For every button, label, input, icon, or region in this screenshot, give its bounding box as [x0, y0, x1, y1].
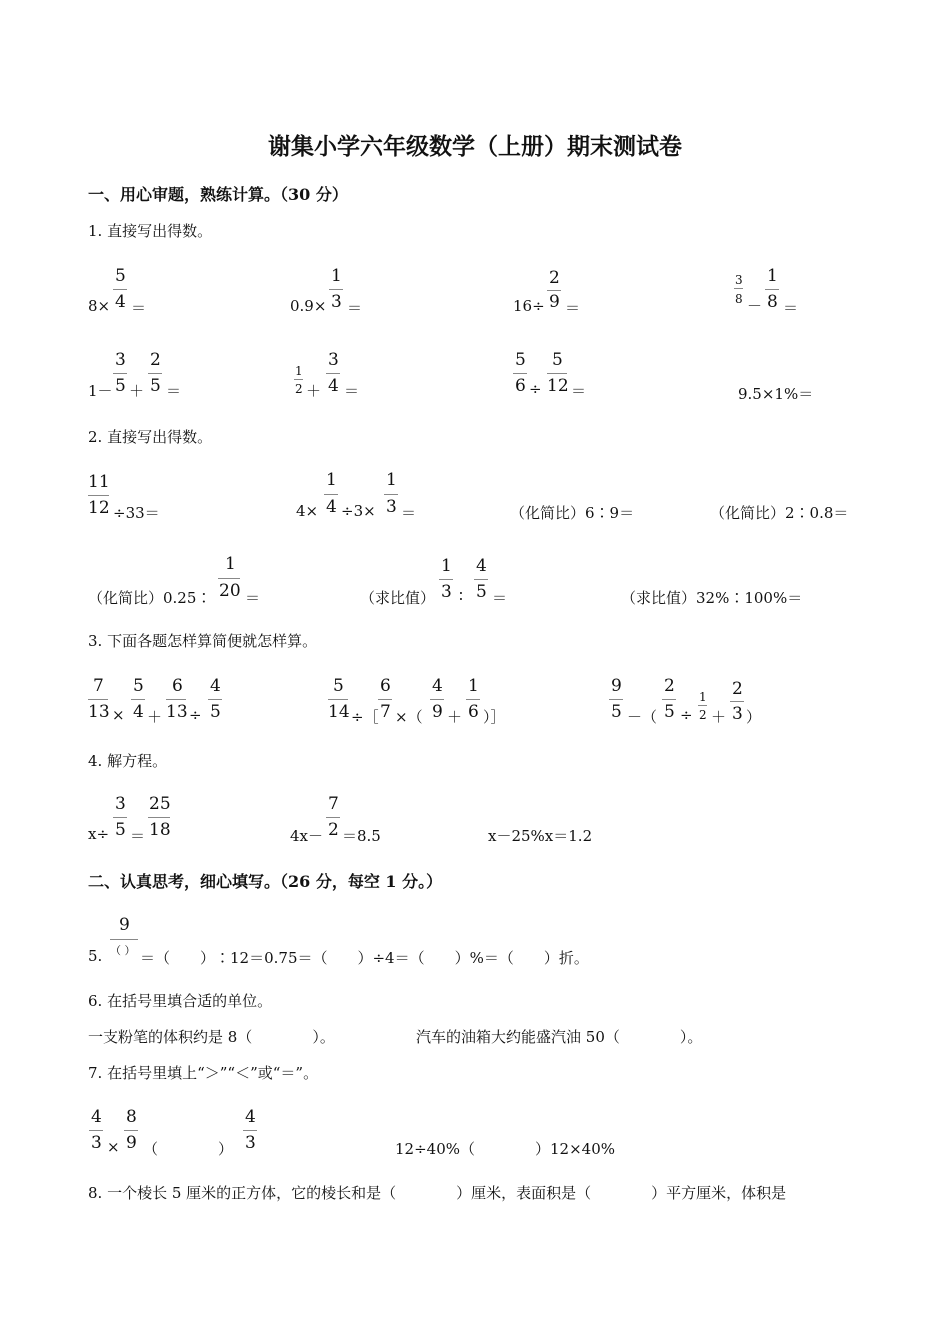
operator: －: [747, 297, 763, 315]
numerator: 4: [245, 1107, 256, 1127]
numerator: 6: [380, 676, 391, 696]
denominator: 12: [88, 498, 110, 518]
denominator: 14: [328, 702, 350, 722]
question-6-item-a: 一支粉笔的体积约是 8（ ）。: [88, 1028, 335, 1046]
denominator: 3: [91, 1133, 102, 1153]
expr-text: ＝: [347, 299, 363, 317]
denominator: 2: [699, 708, 707, 722]
fraction-bar: [88, 699, 108, 700]
denominator: 7: [380, 702, 391, 722]
denominator: 3: [386, 497, 397, 517]
fraction-bar: [329, 289, 343, 290]
denominator: 5: [476, 582, 487, 602]
expr-text: ÷3×: [341, 502, 376, 520]
fraction-bar: [113, 817, 127, 818]
expr-text: ）］: [483, 708, 506, 726]
expr-text: ＝（ ）∶12＝0.75＝（ ）÷4＝（ ）%＝（ ）折。: [140, 949, 589, 967]
denominator: 4: [133, 702, 144, 722]
numerator: 3: [115, 350, 126, 370]
denominator: 20: [219, 581, 241, 601]
denominator: 4: [328, 376, 339, 396]
expr-text: （化简比）6∶9＝: [510, 504, 635, 522]
expr-text: ＝: [492, 589, 508, 607]
numerator: 11: [88, 472, 110, 492]
numerator: 2: [732, 679, 743, 699]
denominator: 6: [468, 702, 479, 722]
expr-text: （化简比）0.25∶: [88, 589, 212, 607]
numerator: 1: [441, 556, 452, 576]
page-title: 谢集小学六年级数学（上册）期末测试卷: [268, 133, 682, 160]
expr-text: 4x－: [290, 827, 324, 845]
numerator: 1: [767, 266, 778, 286]
fraction-bar: [218, 578, 240, 579]
fraction-bar: [609, 699, 623, 700]
operator: ∶: [459, 587, 463, 605]
denominator: 3: [441, 582, 452, 602]
numerator: 2: [549, 268, 560, 288]
question-8: 8. 一个棱长 5 厘米的正方体，它的棱长和是（ ）厘米，表面积是（ ）平方厘米，体积是: [88, 1184, 787, 1202]
fraction-bar: [110, 939, 138, 940]
operator: ×: [107, 1138, 120, 1156]
section-2-heading: 二、认真思考，细心填写。（26 分，每空 1 分。）: [88, 872, 443, 891]
expr-text: ＝: [401, 504, 417, 522]
fraction-bar: [765, 289, 779, 290]
operator: ＋: [306, 382, 322, 400]
fraction-bar: [131, 699, 145, 700]
fraction-bar: [328, 699, 348, 700]
numerator: 1: [295, 364, 303, 378]
operator: ÷: [189, 706, 202, 724]
numerator: 4: [210, 676, 221, 696]
fraction-bar: [378, 699, 392, 700]
expr-text: （求比值）: [360, 589, 436, 607]
fraction-bar: [430, 699, 444, 700]
fraction-bar: [698, 705, 707, 706]
numerator: 9: [119, 915, 130, 935]
operator: ＋: [447, 708, 463, 726]
operator: ＋: [147, 708, 163, 726]
expr-text: ＝8.5: [342, 827, 381, 845]
operator: ÷［: [351, 708, 379, 726]
numerator: 9: [611, 676, 622, 696]
q4-equation-c: x－25%x＝1.2: [488, 827, 593, 845]
fraction-bar: [208, 699, 222, 700]
fraction-bar: [513, 373, 527, 374]
expr-text: （化简比）2∶0.8＝: [710, 504, 849, 522]
operator: －（: [627, 708, 658, 726]
expr-text: 1－: [88, 382, 113, 400]
denominator: 5: [150, 376, 161, 396]
expr-text: x÷: [88, 825, 110, 843]
blank: （ ）: [143, 1140, 234, 1158]
fraction-bar: [113, 289, 127, 290]
fraction-bar: [124, 1130, 138, 1131]
denominator: 3: [331, 292, 342, 312]
fraction-bar: [466, 699, 480, 700]
question-2-label: 2. 直接写出得数。: [88, 428, 213, 446]
expr-text: ＝: [565, 299, 581, 317]
numerator: 1: [468, 676, 479, 696]
fraction-bar: [326, 373, 340, 374]
question-4-label: 4. 解方程。: [88, 752, 168, 770]
fraction-bar: [439, 579, 453, 580]
expr-text: ＝: [344, 382, 360, 400]
numerator: 25: [149, 794, 171, 814]
fraction-bar: [88, 495, 109, 496]
expr-text: ）: [746, 708, 762, 726]
denominator: 3: [245, 1133, 256, 1153]
operator: ×: [112, 706, 125, 724]
q7-compare-b: 12÷40%（ ）12×40%: [395, 1140, 615, 1158]
operator: ＋: [129, 382, 145, 400]
fraction-bar: [89, 1130, 103, 1131]
operator: ＋: [711, 708, 727, 726]
numerator: 1: [326, 470, 337, 490]
numerator: 4: [476, 556, 487, 576]
question-6-label: 6. 在括号里填合适的单位。: [88, 992, 273, 1010]
fraction-bar: [384, 494, 398, 495]
numerator: 5: [333, 676, 344, 696]
numerator: 2: [150, 350, 161, 370]
numerator: 3: [115, 794, 126, 814]
numerator: 3: [328, 350, 339, 370]
denominator: 8: [767, 292, 778, 312]
section-1-heading: 一、用心审题，熟练计算。（30 分）: [88, 185, 348, 204]
expr-text: ＝: [571, 382, 587, 400]
question-6-item-b: 汽车的油箱大约能盛汽油 50（ ）。: [416, 1028, 703, 1046]
denominator: 3: [732, 704, 743, 724]
expr-text: （求比值）32%∶100%＝: [621, 589, 803, 607]
denominator: 8: [735, 292, 743, 306]
denominator: 4: [326, 497, 337, 517]
expr-text: ＝: [131, 299, 147, 317]
numerator: 1: [225, 554, 236, 574]
fraction-bar: [148, 817, 170, 818]
numerator: 5: [115, 266, 126, 286]
denominator: 2: [328, 820, 339, 840]
fraction-bar: [730, 701, 744, 702]
fraction-bar: [294, 379, 303, 380]
question-number: 5.: [88, 947, 103, 965]
expr-text: 0.9×: [290, 297, 327, 315]
question-7-label: 7. 在括号里填上“＞”“＜”或“＝”。: [88, 1064, 319, 1082]
expr-text: 4×: [296, 502, 319, 520]
fraction-bar: [662, 699, 676, 700]
denominator: 5: [115, 820, 126, 840]
denominator: 5: [115, 376, 126, 396]
operator: ＝: [130, 827, 146, 845]
fraction-bar: [166, 699, 186, 700]
denominator-blank: （ ）: [110, 944, 136, 957]
numerator: 1: [331, 266, 342, 286]
numerator: 1: [386, 470, 397, 490]
expr-text: 16÷: [513, 297, 545, 315]
numerator: 1: [699, 690, 707, 704]
fraction-bar: [734, 288, 743, 289]
denominator: 13: [166, 702, 188, 722]
expr-text: ＝: [245, 589, 261, 607]
fraction-bar: [148, 373, 162, 374]
question-3-label: 3. 下面各题怎样算简便就怎样算。: [88, 632, 318, 650]
question-1-label: 1. 直接写出得数。: [88, 222, 213, 240]
expr-text: 9.5×1%＝: [738, 385, 814, 403]
denominator: 9: [432, 702, 443, 722]
denominator: 5: [611, 702, 622, 722]
numerator: 7: [93, 676, 104, 696]
numerator: 8: [126, 1107, 137, 1127]
denominator: 5: [210, 702, 221, 722]
denominator: 18: [149, 820, 171, 840]
fraction-bar: [113, 373, 127, 374]
expr-text: ＝: [166, 382, 182, 400]
denominator: 6: [515, 376, 526, 396]
denominator: 9: [549, 292, 560, 312]
operator: ÷: [680, 706, 693, 724]
expr-text: ＝: [783, 299, 799, 317]
fraction-bar: [326, 817, 340, 818]
operator: ÷: [529, 380, 542, 398]
numerator: 4: [432, 676, 443, 696]
operator: ×（: [395, 708, 423, 726]
numerator: 6: [172, 676, 183, 696]
denominator: 12: [547, 376, 569, 396]
denominator: 5: [664, 702, 675, 722]
denominator: 9: [126, 1133, 137, 1153]
fraction-bar: [243, 1130, 257, 1131]
numerator: 5: [515, 350, 526, 370]
numerator: 2: [664, 676, 675, 696]
fraction-bar: [324, 494, 338, 495]
denominator: 4: [115, 292, 126, 312]
fraction-bar: [474, 579, 488, 580]
expr-text: ÷33＝: [113, 504, 160, 522]
expr-text: 8×: [88, 297, 111, 315]
numerator: 7: [328, 794, 339, 814]
numerator: 4: [91, 1107, 102, 1127]
fraction-bar: [547, 373, 567, 374]
numerator: 5: [133, 676, 144, 696]
numerator: 5: [552, 350, 563, 370]
denominator: 2: [295, 382, 303, 396]
denominator: 13: [88, 702, 110, 722]
numerator: 3: [735, 273, 743, 287]
